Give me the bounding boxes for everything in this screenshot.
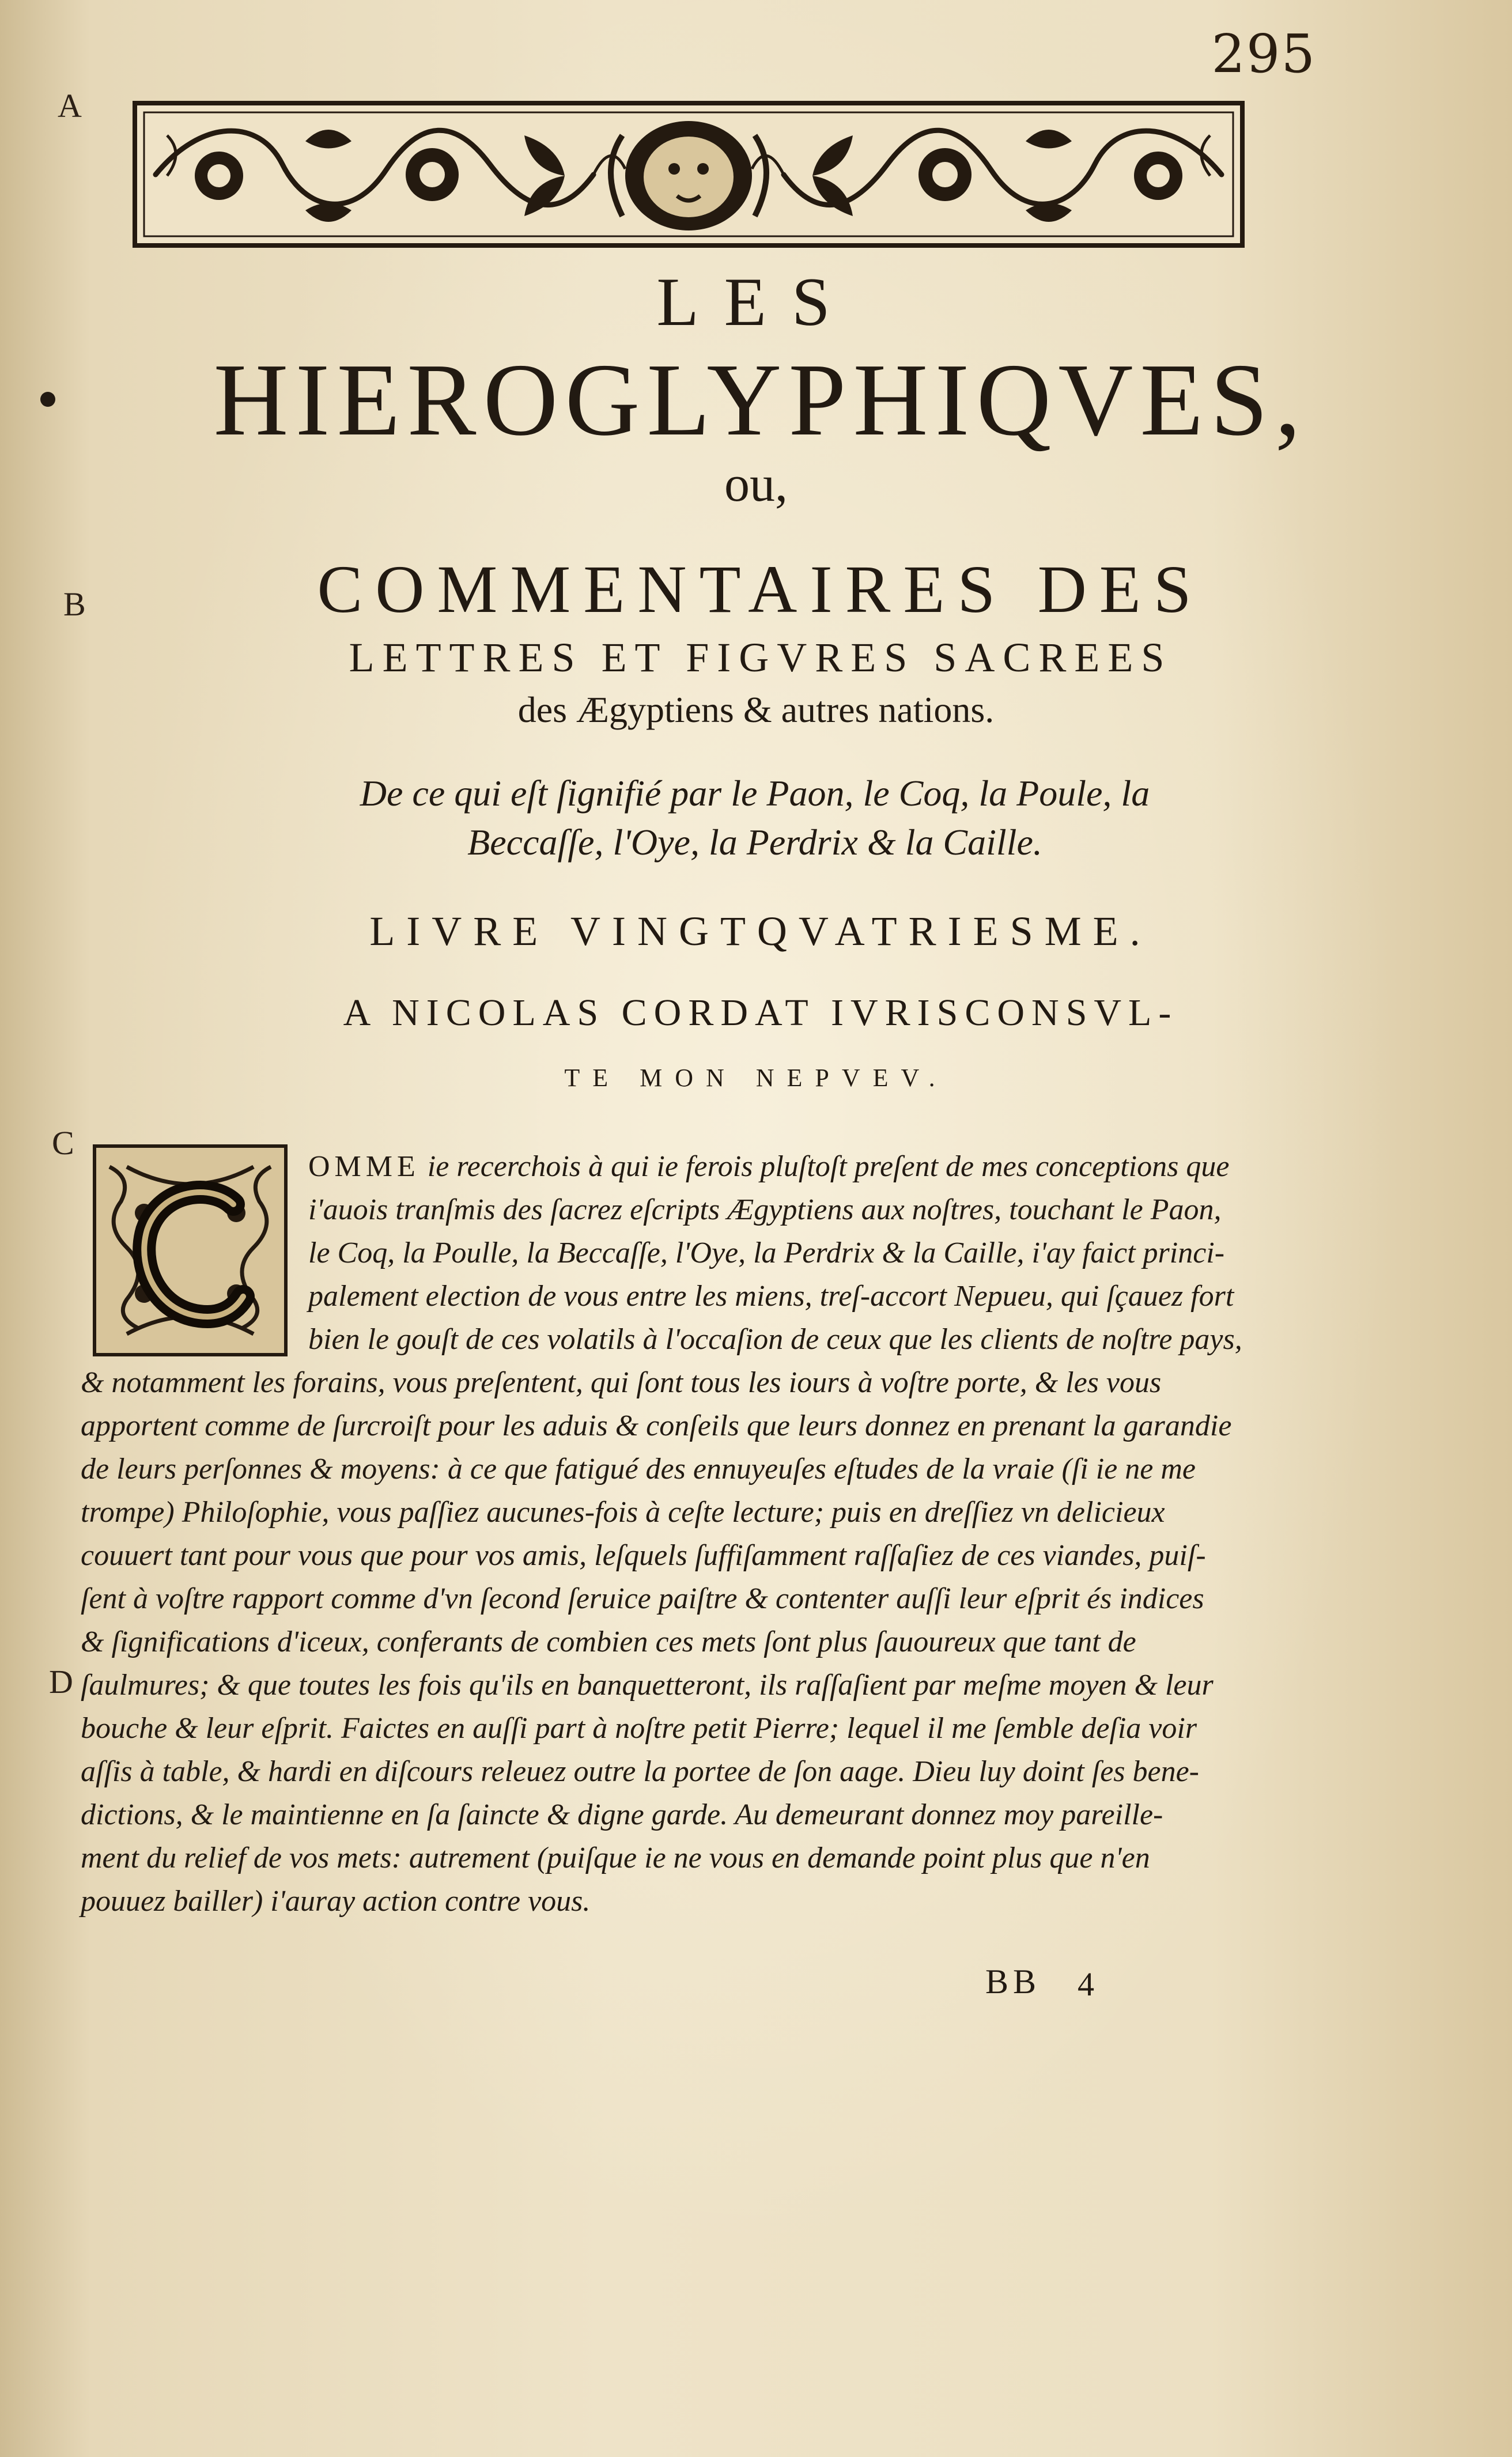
book-heading: LIVRE VINGTQVATRIESME. [369, 908, 1152, 954]
margin-letter-c: C [52, 1124, 74, 1162]
body-line-7: apportent comme de ſurcroiſt pour les aduis & conſeils que leurs donnez en prenant la garandie [81, 1409, 1232, 1442]
title-commentaires: COMMENTAIRES DES [317, 551, 1204, 627]
decorated-initial-c-ornament-icon [92, 1144, 288, 1357]
subtitle-line-1: De ce qui eſt ſignifié par le Paon, le Coq, la Poule, la [360, 773, 1150, 814]
body-line-1 [308, 1150, 1276, 1184]
body-line-14: bouche & leur eſprit. Faictes en auſſi part à noſtre petit Pierre; lequel il me ſemble deſia voir [81, 1712, 1197, 1745]
title-les: LES [656, 263, 856, 340]
body-line-11: ſent à voſtre rapport comme d'vn ſecond ſeruice paiſtre & contenter auſſi leur eſprit és indices [81, 1582, 1204, 1615]
body-line-6: & notamment les forains, vous preſentent, qui ſont tous les iours à voſtre porte, & les vous [81, 1366, 1162, 1399]
body-line-17: ment du relief de vos mets: autrement (puiſque ie ne vous en demande point plus que n'en [81, 1842, 1150, 1874]
body-line-13: ſaulmures; & que toutes les fois qu'ils en banquetteront, ils raſſaſient par meſme moyen & leur [81, 1669, 1214, 1702]
body-line-16: dictions, & le maintienne en ſa ſaincte & digne garde. Au demeurant donnez moy pareille- [81, 1798, 1163, 1831]
signature-mark: BB [985, 1963, 1041, 2001]
bullet-mark [40, 392, 55, 407]
body-line-2: i'auois tranſmis des ſacrez eſcripts Ægyptiens aux noſtres, touchant le Paon, [308, 1193, 1222, 1226]
title-lettres: LETTRES ET FIGVRES SACREES [349, 634, 1173, 681]
body-line-8: de leurs perſonnes & moyens: à ce que fatigué des ennuyeuſes eſtudes de la vraie (ſi ie ne me [81, 1453, 1196, 1485]
foliate-headpiece-ornament-icon [133, 101, 1245, 248]
body-line-12: & ſignifications d'iceux, conferants de combien ces mets ſont plus ſauoureux que tant de [81, 1626, 1136, 1658]
title-nations: des Ægyptiens & autres nations. [517, 689, 995, 730]
body-line-5: bien le gouſt de ces volatils à l'occaſion de ceux que les clients de noſtre pays, [308, 1323, 1242, 1356]
title-hieroglyphiques: HIEROGLYPHIQVES, [213, 342, 1308, 457]
dedication-line-1: A NICOLAS CORDAT IVRISCONSVL- [343, 992, 1178, 1034]
dedication-line-2: TE MON NEPVEV. [564, 1064, 948, 1092]
signature-number: 4 [1078, 1965, 1094, 2003]
body-line-4: palement election de vous entre les miens, treſ-accort Nepueu, qui ſçauez fort [308, 1280, 1234, 1313]
body-line-18: pouuez bailler) i'auray action contre vous. [81, 1885, 591, 1918]
body-line-10: couuert tant pour vous que pour vos amis, leſquels ſuffiſamment raſſaſiez de ces viandes, puiſ- [81, 1539, 1206, 1572]
lead-caps: OMME [308, 1150, 420, 1183]
body-line-1-text: ie recerchois à qui ie ferois pluſtoſt preſent de mes conceptions que [427, 1150, 1230, 1183]
margin-letter-b: B [63, 585, 86, 623]
title-ou: ou, [724, 456, 788, 512]
body-line-9: trompe) Philoſophie, vous paſſiez aucunes-fois à ceſte lecture; puis en dreſſiez vn delicieux [81, 1496, 1165, 1529]
page-number: 295 [1211, 23, 1316, 85]
margin-letter-a: A [58, 87, 82, 124]
body-line-3: le Coq, la Poulle, la Beccaſſe, l'Oye, la Perdrix & la Caille, i'ay faict princi- [308, 1237, 1225, 1269]
subtitle-line-2: Beccaſſe, l'Oye, la Perdrix & la Caille. [467, 822, 1042, 863]
body-line-15: aſſis à table, & hardi en diſcours releuez outre la portee de ſon aage. Dieu luy doint ſes bene- [81, 1755, 1199, 1788]
margin-letter-d: D [49, 1663, 73, 1700]
